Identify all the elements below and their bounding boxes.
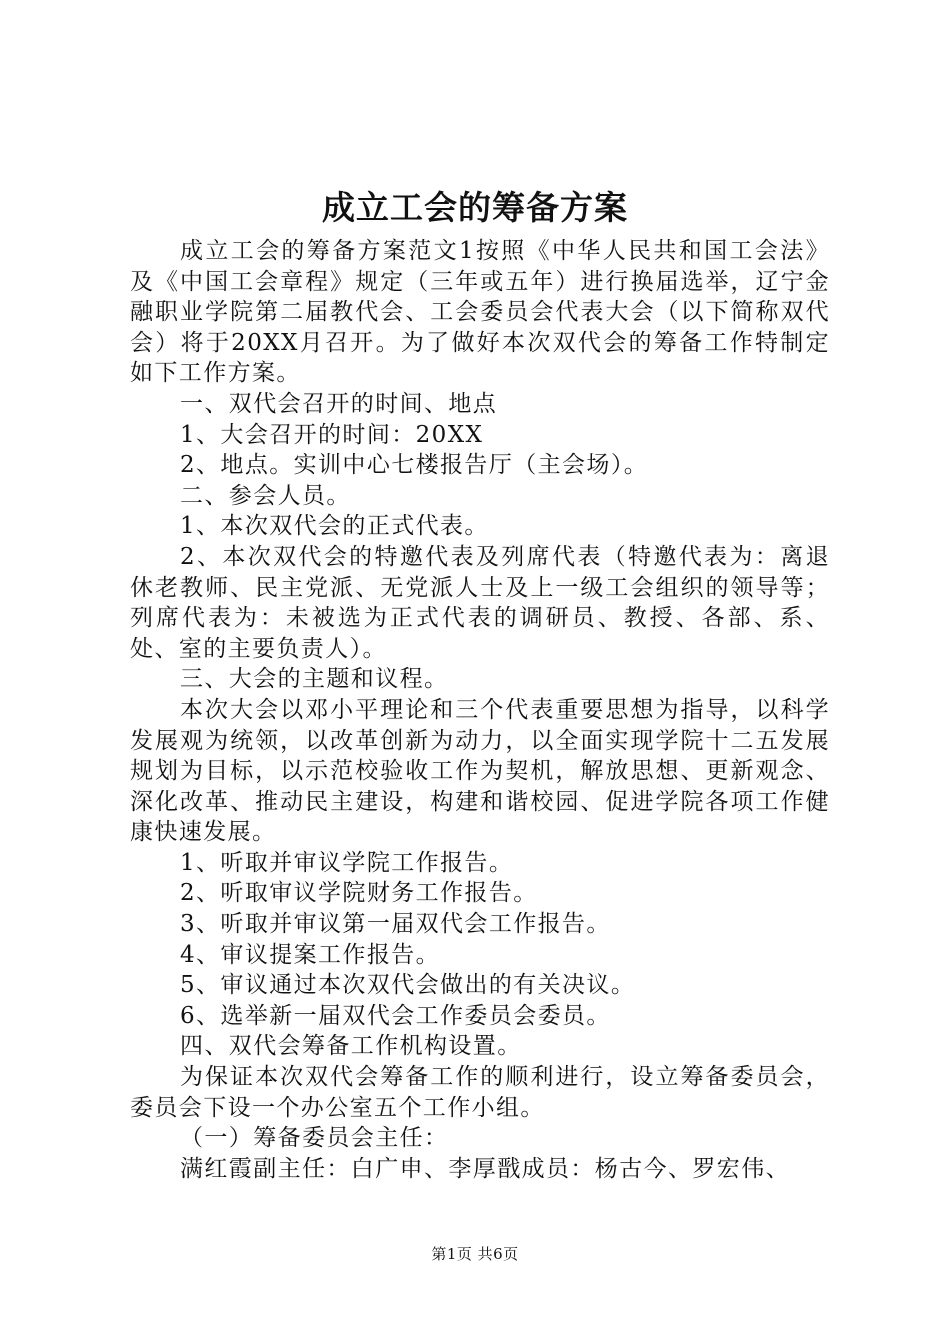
list-item: 2、地点。实训中心七楼报告厅（主会场）。 <box>180 452 649 479</box>
list-item: 4、审议提案工作报告。 <box>180 941 441 968</box>
section-heading-organization: 四、双代会筹备工作机构设置。 <box>180 1033 522 1060</box>
section-heading-time-place: 一、双代会召开的时间、地点 <box>180 390 498 417</box>
document-title: 成立工会的筹备方案 <box>322 188 628 227</box>
list-item: 5、审议通过本次双代会做出的有关决议。 <box>180 972 636 999</box>
list-item: 2、听取审议学院财务工作报告。 <box>180 880 538 907</box>
list-item: 6、选举新一届双代会工作委员会委员。 <box>180 1002 611 1029</box>
list-item: 1、本次双代会的正式代表。 <box>180 513 489 540</box>
list-item: 2、本次双代会的特邀代表及列席代表（特邀代表为：离退休老教师、民主党派、无党派人士及上一级工会组织的领导等；列席代表为：未被选为正式代表的调研员、教授、各部、系、处、室的主要负责人）。 <box>130 543 830 662</box>
list-item: 3、听取并审议第一届双代会工作报告。 <box>180 911 611 938</box>
paragraph-intro: 成立工会的筹备方案范文1按照《中华人民共和国工会法》及《中国工会章程》规定（三年或五年）进行换届选举，辽宁金融职业学院第二届教代会、工会委员会代表大会（以下简称双代会）将于20XX月召开。为了做好本次双代会的筹备工作特制定如下工作方案。 <box>130 238 830 387</box>
list-item: 1、大会召开的时间：20XX <box>180 421 484 448</box>
section-heading-theme-agenda: 三、大会的主题和议程。 <box>180 666 449 693</box>
paragraph-members: 满红霞副主任：白广申、李厚戬成员：杨古今、罗宏伟、 <box>180 1155 790 1182</box>
page-footer: 第1页 共6页 <box>431 1245 519 1263</box>
paragraph-organization: 为保证本次双代会筹备工作的顺利进行，设立筹备委员会，委员会下设一个办公室五个工作小组。 <box>130 1064 830 1121</box>
section-heading-attendees: 二、参会人员。 <box>180 482 351 509</box>
paragraph-theme: 本次大会以邓小平理论和三个代表重要思想为指导，以科学发展观为统领，以改革创新为动力，以全面实现学院十二五发展规划为目标，以示范校验收工作为契机，解放思想、更新观念、深化改革、推动民主建设，构建和谐校园、促进学院各项工作健康快速发展。 <box>130 696 830 846</box>
subheading-committee: （一）筹备委员会主任： <box>180 1125 449 1152</box>
document-body <box>130 236 830 1184</box>
list-item: 1、听取并审议学院工作报告。 <box>180 849 514 876</box>
